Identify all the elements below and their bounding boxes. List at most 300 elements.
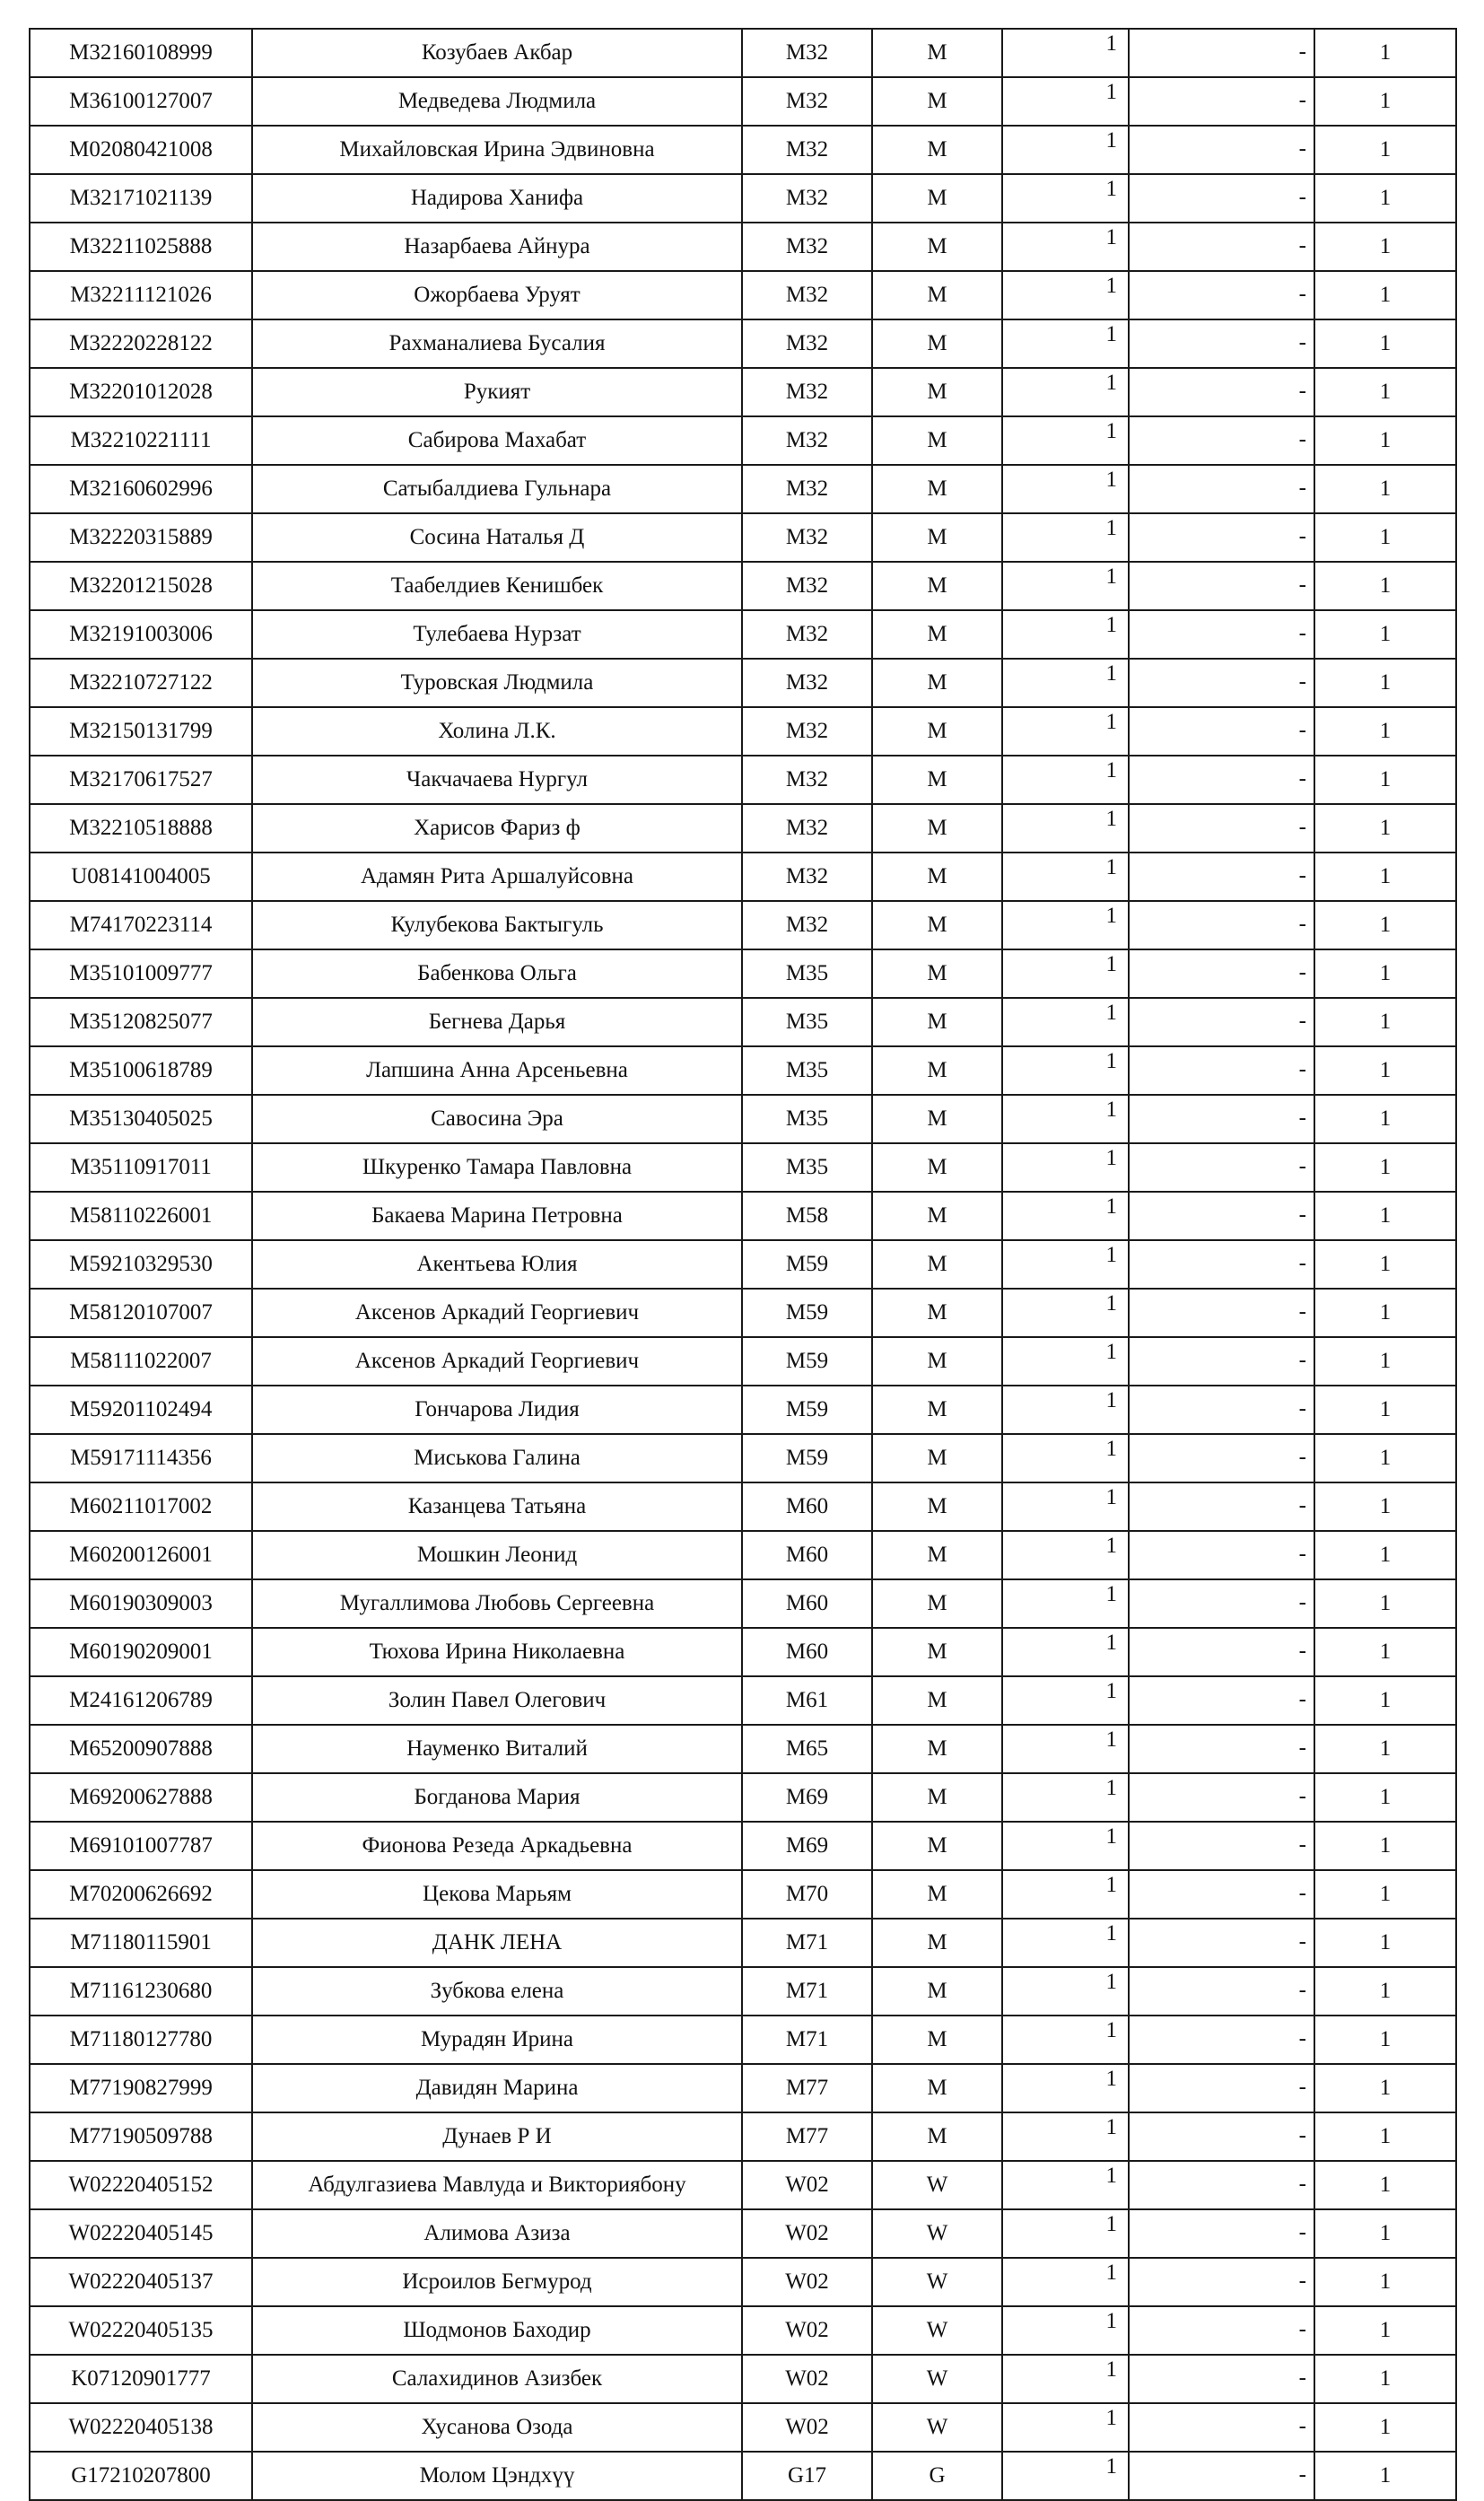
quantity-cell: 1: [1002, 465, 1129, 513]
member-name-cell: Надирова Ханифа: [252, 174, 742, 223]
total-cell: 1: [1314, 416, 1456, 465]
quantity-cell: 1: [1002, 1579, 1129, 1628]
group-code-cell: M61: [742, 1676, 872, 1725]
total-cell: 1: [1314, 174, 1456, 223]
quantity-cell: 1: [1002, 174, 1129, 223]
quantity-cell: 1: [1002, 804, 1129, 853]
group-letter-cell: M: [872, 1192, 1002, 1240]
member-code-cell: M35100618789: [30, 1046, 252, 1095]
group-letter-cell: M: [872, 368, 1002, 416]
group-code-cell: M71: [742, 1919, 872, 1967]
group-letter-cell: M: [872, 804, 1002, 853]
member-name-cell: Сатыбалдиева Гульнара: [252, 465, 742, 513]
table-row: [30, 2452, 1456, 2500]
group-letter-cell: W: [872, 2258, 1002, 2306]
quantity-cell: 1: [1002, 1434, 1129, 1482]
member-code-cell: M60211017002: [30, 1482, 252, 1531]
member-name-cell: Богданова Мария: [252, 1773, 742, 1822]
group-code-cell: M60: [742, 1531, 872, 1579]
member-code-cell: M71180127780: [30, 2016, 252, 2064]
member-code-cell: M36100127007: [30, 77, 252, 126]
total-cell: 1: [1314, 1289, 1456, 1337]
member-code-cell: M32201215028: [30, 562, 252, 610]
member-code-cell: W02220405152: [30, 2161, 252, 2209]
table-row: [30, 1628, 1456, 1676]
total-cell: 1: [1314, 1240, 1456, 1289]
table-row: [30, 707, 1456, 756]
group-letter-cell: M: [872, 1240, 1002, 1289]
total-cell: 1: [1314, 2016, 1456, 2064]
member-code-cell: G17210207800: [30, 2452, 252, 2500]
member-code-cell: W02220405145: [30, 2209, 252, 2258]
quantity-cell: 1: [1002, 998, 1129, 1046]
quantity-cell: 1: [1002, 2016, 1129, 2064]
member-name-cell: Акентьева Юлия: [252, 1240, 742, 1289]
table-row: [30, 1192, 1456, 1240]
quantity-cell: 1: [1002, 853, 1129, 901]
quantity-cell: 1: [1002, 1482, 1129, 1531]
group-letter-cell: M: [872, 949, 1002, 998]
table-row: [30, 1919, 1456, 1967]
group-letter-cell: M: [872, 2064, 1002, 2112]
quantity-cell: 1: [1002, 1870, 1129, 1919]
total-cell: 1: [1314, 1676, 1456, 1725]
quantity-cell: 1: [1002, 1628, 1129, 1676]
member-name-cell: Казанцева Татьяна: [252, 1482, 742, 1531]
member-code-cell: M58120107007: [30, 1289, 252, 1337]
dash-cell: -: [1129, 1725, 1314, 1773]
dash-cell: -: [1129, 1337, 1314, 1386]
dash-cell: -: [1129, 659, 1314, 707]
table-row: [30, 1095, 1456, 1143]
table-row: [30, 1773, 1456, 1822]
member-code-cell: M60190209001: [30, 1628, 252, 1676]
dash-cell: -: [1129, 998, 1314, 1046]
group-code-cell: M59: [742, 1386, 872, 1434]
group-code-cell: M32: [742, 29, 872, 77]
member-code-cell: M77190509788: [30, 2112, 252, 2161]
group-letter-cell: G: [872, 2452, 1002, 2500]
member-code-cell: M59171114356: [30, 1434, 252, 1482]
group-code-cell: M35: [742, 1046, 872, 1095]
member-code-cell: M70200626692: [30, 1870, 252, 1919]
member-code-cell: M35120825077: [30, 998, 252, 1046]
group-letter-cell: M: [872, 1822, 1002, 1870]
group-code-cell: W02: [742, 2258, 872, 2306]
quantity-cell: 1: [1002, 901, 1129, 949]
group-code-cell: M58: [742, 1192, 872, 1240]
quantity-cell: 1: [1002, 1337, 1129, 1386]
member-code-cell: M77190827999: [30, 2064, 252, 2112]
group-code-cell: W02: [742, 2403, 872, 2452]
dash-cell: -: [1129, 416, 1314, 465]
dash-cell: -: [1129, 1870, 1314, 1919]
total-cell: 1: [1314, 271, 1456, 319]
quantity-cell: 1: [1002, 610, 1129, 659]
member-name-cell: Салахидинов Азизбек: [252, 2355, 742, 2403]
member-code-cell: M02080421008: [30, 126, 252, 174]
dash-cell: -: [1129, 1579, 1314, 1628]
quantity-cell: 1: [1002, 756, 1129, 804]
group-code-cell: M35: [742, 1095, 872, 1143]
quantity-cell: 1: [1002, 1822, 1129, 1870]
group-code-cell: M32: [742, 707, 872, 756]
total-cell: 1: [1314, 804, 1456, 853]
member-code-cell: K07120901777: [30, 2355, 252, 2403]
table-row: [30, 1143, 1456, 1192]
member-code-cell: M32220228122: [30, 319, 252, 368]
dash-cell: -: [1129, 1773, 1314, 1822]
total-cell: 1: [1314, 1628, 1456, 1676]
table-row: [30, 513, 1456, 562]
group-code-cell: M77: [742, 2112, 872, 2161]
member-name-cell: Сосина Наталья Д: [252, 513, 742, 562]
dash-cell: -: [1129, 1967, 1314, 2016]
group-code-cell: M32: [742, 416, 872, 465]
member-name-cell: Зубкова елена: [252, 1967, 742, 2016]
group-letter-cell: M: [872, 901, 1002, 949]
total-cell: 1: [1314, 2161, 1456, 2209]
member-name-cell: Тулебаева Нурзат: [252, 610, 742, 659]
dash-cell: -: [1129, 2258, 1314, 2306]
table-row: [30, 416, 1456, 465]
quantity-cell: 1: [1002, 368, 1129, 416]
group-code-cell: M32: [742, 756, 872, 804]
member-name-cell: Золин Павел Олегович: [252, 1676, 742, 1725]
member-name-cell: Холина Л.К.: [252, 707, 742, 756]
member-name-cell: Мугаллимова Любовь Сергеевна: [252, 1579, 742, 1628]
group-code-cell: M59: [742, 1434, 872, 1482]
group-letter-cell: M: [872, 1482, 1002, 1531]
quantity-cell: 1: [1002, 2064, 1129, 2112]
group-code-cell: W02: [742, 2209, 872, 2258]
dash-cell: -: [1129, 223, 1314, 271]
member-code-cell: M60200126001: [30, 1531, 252, 1579]
member-name-cell: ДАНК ЛЕНА: [252, 1919, 742, 1967]
member-name-cell: Фионова Резеда Аркадьевна: [252, 1822, 742, 1870]
dash-cell: -: [1129, 2452, 1314, 2500]
total-cell: 1: [1314, 1337, 1456, 1386]
group-letter-cell: M: [872, 1386, 1002, 1434]
member-name-cell: Бакаева Марина Петровна: [252, 1192, 742, 1240]
total-cell: 1: [1314, 2403, 1456, 2452]
group-code-cell: M32: [742, 319, 872, 368]
dash-cell: -: [1129, 756, 1314, 804]
total-cell: 1: [1314, 223, 1456, 271]
total-cell: 1: [1314, 368, 1456, 416]
member-code-cell: M35110917011: [30, 1143, 252, 1192]
quantity-cell: 1: [1002, 2403, 1129, 2452]
member-code-cell: M32171021139: [30, 174, 252, 223]
group-code-cell: M32: [742, 853, 872, 901]
table-row: [30, 659, 1456, 707]
total-cell: 1: [1314, 77, 1456, 126]
group-code-cell: M77: [742, 2064, 872, 2112]
group-letter-cell: M: [872, 853, 1002, 901]
group-code-cell: M32: [742, 126, 872, 174]
member-code-cell: U08141004005: [30, 853, 252, 901]
group-letter-cell: M: [872, 1289, 1002, 1337]
group-letter-cell: M: [872, 465, 1002, 513]
member-code-cell: M58110226001: [30, 1192, 252, 1240]
group-letter-cell: M: [872, 126, 1002, 174]
member-code-cell: M69101007787: [30, 1822, 252, 1870]
table-row: [30, 901, 1456, 949]
member-name-cell: Савосина Эра: [252, 1095, 742, 1143]
group-letter-cell: M: [872, 1434, 1002, 1482]
group-code-cell: M71: [742, 1967, 872, 2016]
dash-cell: -: [1129, 1676, 1314, 1725]
member-name-cell: Таабелдиев Кенишбек: [252, 562, 742, 610]
member-name-cell: Рукият: [252, 368, 742, 416]
table-row: [30, 174, 1456, 223]
member-name-cell: Медведева Людмила: [252, 77, 742, 126]
group-letter-cell: W: [872, 2161, 1002, 2209]
member-code-cell: M69200627888: [30, 1773, 252, 1822]
group-letter-cell: M: [872, 1531, 1002, 1579]
member-code-cell: W02220405138: [30, 2403, 252, 2452]
group-letter-cell: M: [872, 271, 1002, 319]
dash-cell: -: [1129, 1919, 1314, 1967]
member-name-cell: Кулубекова Бактыгуль: [252, 901, 742, 949]
group-letter-cell: M: [872, 1628, 1002, 1676]
group-code-cell: M32: [742, 562, 872, 610]
total-cell: 1: [1314, 2355, 1456, 2403]
table-row: [30, 853, 1456, 901]
quantity-cell: 1: [1002, 29, 1129, 77]
member-code-cell: M71161230680: [30, 1967, 252, 2016]
group-code-cell: M32: [742, 513, 872, 562]
member-code-cell: M32211025888: [30, 223, 252, 271]
group-letter-cell: M: [872, 1870, 1002, 1919]
group-letter-cell: M: [872, 1143, 1002, 1192]
dash-cell: -: [1129, 610, 1314, 659]
table-row: [30, 2112, 1456, 2161]
member-name-cell: Козубаев Акбар: [252, 29, 742, 77]
dash-cell: -: [1129, 2403, 1314, 2452]
dash-cell: -: [1129, 2209, 1314, 2258]
member-code-cell: M65200907888: [30, 1725, 252, 1773]
table-body: [30, 29, 1456, 2500]
quantity-cell: 1: [1002, 2161, 1129, 2209]
total-cell: 1: [1314, 756, 1456, 804]
table-row: [30, 2403, 1456, 2452]
table-row: [30, 1531, 1456, 1579]
dash-cell: -: [1129, 804, 1314, 853]
total-cell: 1: [1314, 319, 1456, 368]
group-letter-cell: M: [872, 707, 1002, 756]
member-name-cell: Гончарова Лидия: [252, 1386, 742, 1434]
member-name-cell: Сабирова Махабат: [252, 416, 742, 465]
dash-cell: -: [1129, 1095, 1314, 1143]
member-name-cell: Цекова Марьям: [252, 1870, 742, 1919]
dash-cell: -: [1129, 174, 1314, 223]
group-code-cell: M32: [742, 223, 872, 271]
group-letter-cell: M: [872, 1337, 1002, 1386]
member-name-cell: Миськова Галина: [252, 1434, 742, 1482]
quantity-cell: 1: [1002, 1240, 1129, 1289]
quantity-cell: 1: [1002, 2306, 1129, 2355]
member-code-cell: M32170617527: [30, 756, 252, 804]
quantity-cell: 1: [1002, 2258, 1129, 2306]
table-row: [30, 1046, 1456, 1095]
members-table: [29, 28, 1457, 2501]
dash-cell: -: [1129, 949, 1314, 998]
total-cell: 1: [1314, 2452, 1456, 2500]
group-code-cell: M32: [742, 368, 872, 416]
member-name-cell: Абдулгазиева Мавлуда и Викториябону: [252, 2161, 742, 2209]
group-letter-cell: W: [872, 2306, 1002, 2355]
quantity-cell: 1: [1002, 1095, 1129, 1143]
member-name-cell: Бабенкова Ольга: [252, 949, 742, 998]
group-letter-cell: M: [872, 1919, 1002, 1967]
table-row: [30, 1386, 1456, 1434]
quantity-cell: 1: [1002, 319, 1129, 368]
table-row: [30, 1870, 1456, 1919]
group-code-cell: M32: [742, 174, 872, 223]
member-name-cell: Ожорбаева Уруят: [252, 271, 742, 319]
group-code-cell: M32: [742, 901, 872, 949]
dash-cell: -: [1129, 29, 1314, 77]
table-row: [30, 1240, 1456, 1289]
member-code-cell: W02220405135: [30, 2306, 252, 2355]
table-row: [30, 756, 1456, 804]
dash-cell: -: [1129, 1434, 1314, 1482]
group-code-cell: M60: [742, 1482, 872, 1531]
quantity-cell: 1: [1002, 1143, 1129, 1192]
total-cell: 1: [1314, 1822, 1456, 1870]
table-row: [30, 1289, 1456, 1337]
member-code-cell: M32210518888: [30, 804, 252, 853]
group-letter-cell: M: [872, 513, 1002, 562]
total-cell: 1: [1314, 2258, 1456, 2306]
member-code-cell: M74170223114: [30, 901, 252, 949]
member-code-cell: M71180115901: [30, 1919, 252, 1967]
dash-cell: -: [1129, 1482, 1314, 1531]
dash-cell: -: [1129, 2016, 1314, 2064]
member-code-cell: M59210329530: [30, 1240, 252, 1289]
total-cell: 1: [1314, 1919, 1456, 1967]
group-letter-cell: M: [872, 610, 1002, 659]
table-row: [30, 2355, 1456, 2403]
member-name-cell: Шкуренко Тамара Павловна: [252, 1143, 742, 1192]
quantity-cell: 1: [1002, 1386, 1129, 1434]
group-letter-cell: W: [872, 2403, 1002, 2452]
group-letter-cell: M: [872, 416, 1002, 465]
member-name-cell: Давидян Марина: [252, 2064, 742, 2112]
group-code-cell: M32: [742, 659, 872, 707]
table-row: [30, 1725, 1456, 1773]
table-row: [30, 465, 1456, 513]
member-name-cell: Харисов Фариз ф: [252, 804, 742, 853]
member-name-cell: Тюхова Ирина Николаевна: [252, 1628, 742, 1676]
group-letter-cell: M: [872, 223, 1002, 271]
member-name-cell: Мошкин Леонид: [252, 1531, 742, 1579]
group-letter-cell: M: [872, 77, 1002, 126]
member-name-cell: Назарбаева Айнура: [252, 223, 742, 271]
group-code-cell: M60: [742, 1579, 872, 1628]
total-cell: 1: [1314, 29, 1456, 77]
table-row: [30, 2161, 1456, 2209]
member-code-cell: M24161206789: [30, 1676, 252, 1725]
table-row: [30, 29, 1456, 77]
total-cell: 1: [1314, 1046, 1456, 1095]
group-code-cell: M32: [742, 610, 872, 659]
member-code-cell: W02220405137: [30, 2258, 252, 2306]
group-code-cell: M59: [742, 1240, 872, 1289]
table-row: [30, 319, 1456, 368]
quantity-cell: 1: [1002, 126, 1129, 174]
quantity-cell: 1: [1002, 1725, 1129, 1773]
group-code-cell: M35: [742, 998, 872, 1046]
member-name-cell: Лапшина Анна Арсеньевна: [252, 1046, 742, 1095]
dash-cell: -: [1129, 1531, 1314, 1579]
quantity-cell: 1: [1002, 1289, 1129, 1337]
table-row: [30, 271, 1456, 319]
quantity-cell: 1: [1002, 707, 1129, 756]
table-row: [30, 2258, 1456, 2306]
group-letter-cell: M: [872, 174, 1002, 223]
quantity-cell: 1: [1002, 1046, 1129, 1095]
quantity-cell: 1: [1002, 2209, 1129, 2258]
total-cell: 1: [1314, 1434, 1456, 1482]
total-cell: 1: [1314, 949, 1456, 998]
table-row: [30, 2306, 1456, 2355]
total-cell: 1: [1314, 1967, 1456, 2016]
dash-cell: -: [1129, 368, 1314, 416]
member-name-cell: Аксенов Аркадий Георгиевич: [252, 1337, 742, 1386]
quantity-cell: 1: [1002, 1676, 1129, 1725]
member-name-cell: Исроилов Бегмурод: [252, 2258, 742, 2306]
table-row: [30, 610, 1456, 659]
group-code-cell: M65: [742, 1725, 872, 1773]
quantity-cell: 1: [1002, 1967, 1129, 2016]
quantity-cell: 1: [1002, 1773, 1129, 1822]
table-row: [30, 2209, 1456, 2258]
table-row: [30, 2016, 1456, 2064]
total-cell: 1: [1314, 1482, 1456, 1531]
total-cell: 1: [1314, 126, 1456, 174]
quantity-cell: 1: [1002, 2452, 1129, 2500]
total-cell: 1: [1314, 1192, 1456, 1240]
table-row: [30, 998, 1456, 1046]
table-row: [30, 2064, 1456, 2112]
member-code-cell: M32191003006: [30, 610, 252, 659]
total-cell: 1: [1314, 1095, 1456, 1143]
group-code-cell: M32: [742, 271, 872, 319]
member-name-cell: Аксенов Аркадий Георгиевич: [252, 1289, 742, 1337]
quantity-cell: 1: [1002, 659, 1129, 707]
group-code-cell: W02: [742, 2306, 872, 2355]
member-name-cell: Рахманалиева Бусалия: [252, 319, 742, 368]
group-code-cell: M59: [742, 1289, 872, 1337]
total-cell: 1: [1314, 853, 1456, 901]
member-name-cell: Туровская Людмила: [252, 659, 742, 707]
member-code-cell: M35130405025: [30, 1095, 252, 1143]
member-code-cell: M32220315889: [30, 513, 252, 562]
dash-cell: -: [1129, 2161, 1314, 2209]
total-cell: 1: [1314, 1531, 1456, 1579]
total-cell: 1: [1314, 2209, 1456, 2258]
member-code-cell: M32210221111: [30, 416, 252, 465]
group-code-cell: M60: [742, 1628, 872, 1676]
dash-cell: -: [1129, 1386, 1314, 1434]
member-code-cell: M58111022007: [30, 1337, 252, 1386]
group-code-cell: M35: [742, 1143, 872, 1192]
group-code-cell: M32: [742, 804, 872, 853]
group-code-cell: M32: [742, 465, 872, 513]
table-row: [30, 77, 1456, 126]
